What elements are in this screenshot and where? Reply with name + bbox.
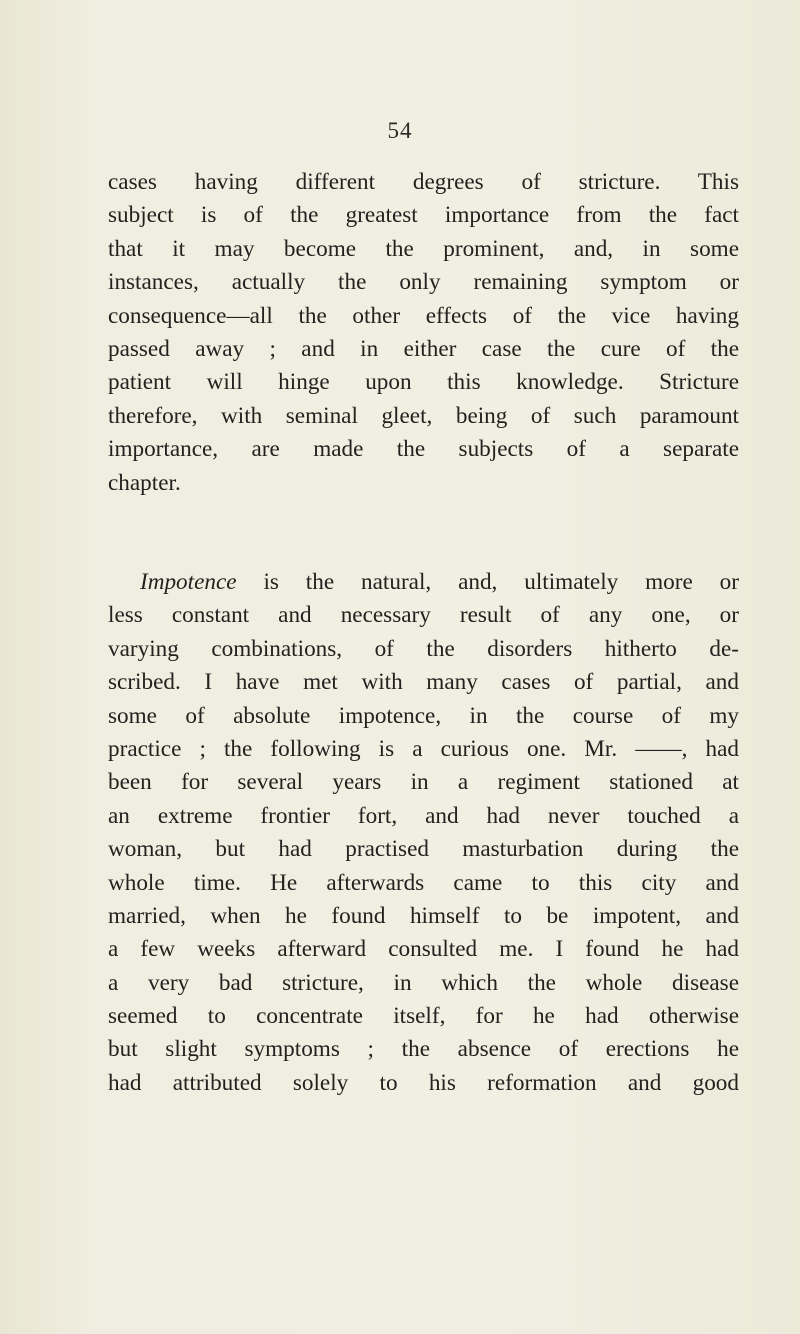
- text-line: patient will hinge upon this knowledge. Stricture: [108, 369, 739, 396]
- text-line: an extreme frontier fort, and had never touched a: [108, 802, 739, 829]
- page-number: 54: [387, 118, 413, 143]
- text-line: married, when he found himself to be impotent, and: [108, 902, 739, 929]
- text-line: importance, are made the subjects of a separate: [108, 436, 739, 463]
- text-line: scribed. I have met with many cases of partial, and: [108, 669, 739, 696]
- text-line-first: [108, 566, 739, 599]
- text-line: a few weeks afterward consulted me. I found he had: [108, 936, 739, 963]
- text-line: some of absolute impotence, in the course of my: [108, 702, 739, 729]
- text-line: a very bad stricture, in which the whole disease: [108, 969, 739, 996]
- text-line: seemed to concentrate itself, for he had otherwise: [108, 1003, 739, 1030]
- text-line: woman, but had practised masturbation during the: [108, 836, 739, 863]
- text-line: been for several years in a regiment stationed at: [108, 769, 739, 796]
- paragraph-2: [108, 566, 739, 1100]
- text-line: less constant and necessary result of any one, or: [108, 602, 739, 629]
- text-line: had attributed solely to his reformation and good: [108, 1069, 739, 1096]
- text-fragment: is the natural, and, ultimately more or: [236, 569, 739, 595]
- text-line: but slight symptoms ; the absence of erections he: [108, 1036, 739, 1063]
- text-line: passed away ; and in either case the cure of the: [108, 335, 739, 362]
- text-line: whole time. He afterwards came to this city and: [108, 869, 739, 896]
- text-line: consequence—all the other effects of the vice having: [108, 302, 739, 329]
- text-line: instances, actually the only remaining symptom or: [108, 269, 739, 296]
- italic-term: Impotence: [140, 569, 237, 595]
- text-line: varying combinations, of the disorders hitherto de-: [108, 635, 739, 662]
- text-line: therefore, with seminal gleet, being of such paramount: [108, 402, 739, 429]
- text-line: subject is of the greatest importance from the fact: [108, 202, 739, 229]
- paragraph-1: [108, 166, 739, 500]
- text-line: chapter.: [108, 469, 181, 496]
- text-line: that it may become the prominent, and, in some: [108, 235, 739, 262]
- text-line: practice ; the following is a curious one. Mr. ——, had: [108, 735, 739, 762]
- text-line: cases having different degrees of stricture. This: [108, 169, 739, 195]
